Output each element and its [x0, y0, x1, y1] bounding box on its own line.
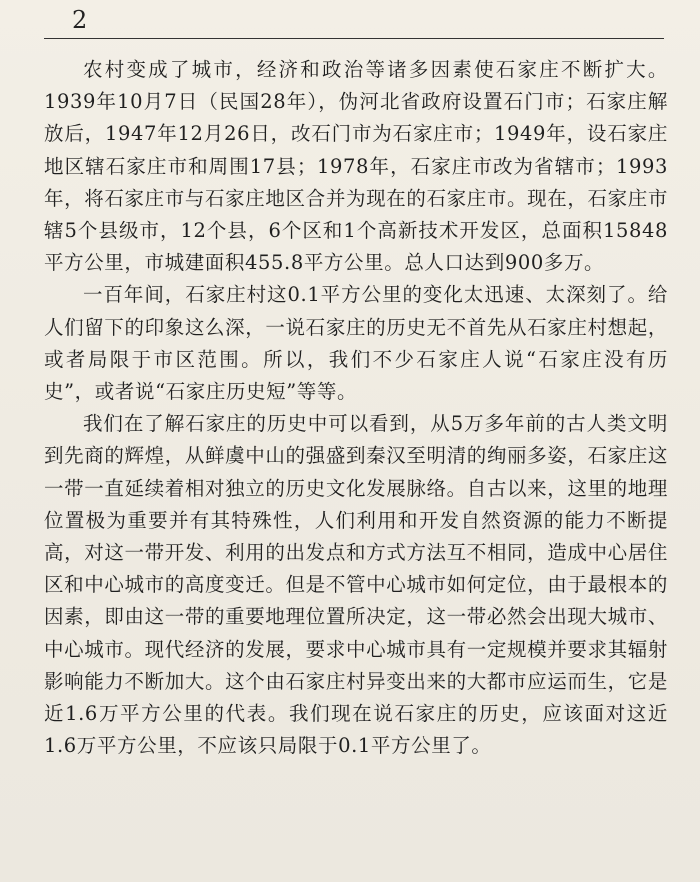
paragraph: 一百年间，石家庄村这0.1平方公里的变化太迅速、太深刻了。给人们留下的印象这么深，一说石家庄的历史无不首先从石家庄村想起，或者局限于市区范围。所以，我们不少石家庄人说“石家庄没有历史”，或者说“石家庄历史短”等等。 — [44, 283, 668, 404]
paragraph: 我们在了解石家庄的历史中可以看到，从5万多年前的古人类文明到先商的辉煌，从鲜虞中山的强盛到秦汉至明清的绚丽多姿，石家庄这一带一直延续着相对独立的历史文化发展脉络。自古以来，这里的地理位置极为重要并有其特殊性，人们利用和开发自然资源的能力不断提高，对这一带开发、利用的出发点和方式方法互不相同，造成中心居住区和中心城市的高度变迁。但是不管中心城市如何定位，由于最根本的因素，即由这一带的重要地理位置所决定，这一带必然会出现大城市、中心城市。现代经济的发展，要求中心城市具有一定规模并要求其辐射影响能力不断加大。这个由石家庄村异变出来的大都市应运而生，它是近1.6万平方公里的代表。我们现在说石家庄的历史，应该面对这近1.6万平方公里，不应该只局限于0.1平方公里了。 — [44, 412, 668, 758]
body-text — [44, 54, 668, 762]
page-number: 2 — [72, 6, 88, 34]
header-rule — [44, 38, 664, 39]
paragraph: 农村变成了城市，经济和政治等诸多因素使石家庄不断扩大。1939年10月7日（民国28年），伪河北省政府设置石门市；石家庄解放后，1947年12月26日，改石门市为石家庄市；1949年，设石家庄地区辖石家庄市和周围17县；1978年，石家庄市改为省辖市；1993年，将石家庄市与石家庄地区合并为现在的石家庄市。现在，石家庄市辖5个县级市，12个县，6个区和1个高新技术开发区，总面积15848平方公里，市城建面积455.8平方公里。总人口达到900多万。 — [44, 58, 668, 275]
